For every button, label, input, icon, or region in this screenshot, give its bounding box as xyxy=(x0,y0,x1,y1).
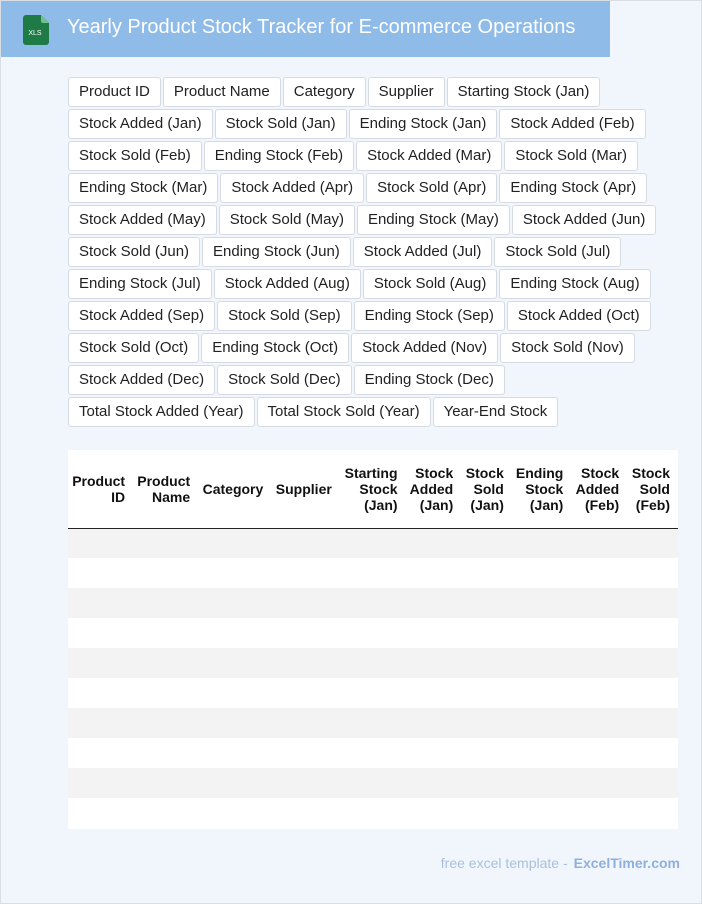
table-cell[interactable] xyxy=(198,528,271,558)
header-line: Stock xyxy=(581,464,620,481)
table-row xyxy=(68,678,678,708)
table-cell[interactable] xyxy=(627,738,678,768)
table-cell[interactable] xyxy=(627,558,678,588)
column-chip[interactable]: Stock Sold (Oct) xyxy=(68,333,199,363)
header-line: Added xyxy=(575,480,620,497)
table-cell[interactable] xyxy=(406,648,462,678)
header-line: Supplier xyxy=(275,480,332,497)
column-chip[interactable]: Starting Stock (Jan) xyxy=(447,77,601,107)
table-cell[interactable] xyxy=(512,768,571,798)
header-line: Name xyxy=(152,488,191,505)
column-chip[interactable]: Category xyxy=(283,77,366,107)
table-cell[interactable] xyxy=(133,618,198,648)
column-chip[interactable]: Stock Sold (Feb) xyxy=(68,141,202,171)
table-cell[interactable] xyxy=(461,528,512,558)
table-cell[interactable] xyxy=(133,558,198,588)
table-cell[interactable] xyxy=(198,618,271,648)
table-row xyxy=(68,738,678,768)
table-cell[interactable] xyxy=(406,768,462,798)
table-header-cell[interactable] xyxy=(340,450,406,528)
table-cell[interactable] xyxy=(512,618,571,648)
table-cell[interactable] xyxy=(461,768,512,798)
table-cell[interactable] xyxy=(461,618,512,648)
table-header-cell[interactable] xyxy=(68,450,133,528)
table-cell[interactable] xyxy=(627,708,678,738)
table-cell[interactable] xyxy=(340,678,406,708)
column-chip[interactable]: Ending Stock (Mar) xyxy=(68,173,218,203)
table-cell[interactable] xyxy=(461,738,512,768)
column-chip[interactable]: Stock Added (Jun) xyxy=(512,205,657,235)
table-cell[interactable] xyxy=(340,708,406,738)
header-line: Stock xyxy=(359,480,398,497)
table-header-cell[interactable] xyxy=(571,450,627,528)
column-chip[interactable]: Stock Sold (Jul) xyxy=(494,237,621,267)
column-chip[interactable]: Ending Stock (Oct) xyxy=(201,333,349,363)
table-cell[interactable] xyxy=(198,738,271,768)
column-chip[interactable]: Ending Stock (Sep) xyxy=(354,301,505,331)
table-cell[interactable] xyxy=(271,588,340,618)
header-line: Product xyxy=(72,472,126,489)
table-cell[interactable] xyxy=(340,648,406,678)
column-chip[interactable]: Stock Sold (May) xyxy=(219,205,355,235)
column-chip[interactable]: Ending Stock (Jun) xyxy=(202,237,351,267)
table-cell[interactable] xyxy=(271,798,340,828)
table-header-row xyxy=(68,450,678,528)
header-line: (Jan) xyxy=(529,496,564,513)
header-line: Product xyxy=(137,472,191,489)
table-cell[interactable] xyxy=(571,618,627,648)
table-cell[interactable] xyxy=(406,708,462,738)
table-row xyxy=(68,708,678,738)
table-cell[interactable] xyxy=(512,798,571,828)
table-cell[interactable] xyxy=(627,588,678,618)
table-cell[interactable] xyxy=(340,558,406,588)
table-cell[interactable] xyxy=(271,618,340,648)
column-chip[interactable]: Stock Added (Dec) xyxy=(68,365,215,395)
column-chip[interactable]: Year-End Stock xyxy=(433,397,559,427)
header-line: (Jan) xyxy=(470,496,504,513)
table-cell[interactable] xyxy=(406,798,462,828)
table-cell[interactable] xyxy=(571,648,627,678)
table-cell[interactable] xyxy=(271,768,340,798)
table-cell[interactable] xyxy=(406,618,462,648)
column-chip[interactable]: Supplier xyxy=(368,77,445,107)
column-chip[interactable]: Stock Added (Feb) xyxy=(499,109,645,139)
footer xyxy=(441,855,680,871)
table-cell[interactable] xyxy=(198,708,271,738)
table-cell[interactable] xyxy=(571,588,627,618)
table-cell[interactable] xyxy=(68,768,133,798)
table-cell[interactable] xyxy=(512,558,571,588)
column-chip[interactable]: Ending Stock (Jan) xyxy=(349,109,498,139)
table-cell[interactable] xyxy=(406,558,462,588)
table-header-cell[interactable] xyxy=(406,450,462,528)
table-cell[interactable] xyxy=(627,648,678,678)
table-cell[interactable] xyxy=(198,648,271,678)
header-line: Stock xyxy=(631,464,670,481)
table-cell[interactable] xyxy=(461,798,512,828)
table-header-cell[interactable] xyxy=(271,450,340,528)
column-chip[interactable]: Stock Sold (Aug) xyxy=(363,269,498,299)
column-chip[interactable]: Total Stock Sold (Year) xyxy=(257,397,431,427)
column-chip[interactable]: Ending Stock (Feb) xyxy=(204,141,354,171)
column-chip[interactable]: Ending Stock (Dec) xyxy=(354,365,505,395)
table-cell[interactable] xyxy=(133,768,198,798)
table-cell[interactable] xyxy=(340,528,406,558)
column-chip[interactable]: Stock Added (Jan) xyxy=(68,109,213,139)
table-cell[interactable] xyxy=(68,708,133,738)
table-cell[interactable] xyxy=(198,588,271,618)
table-cell[interactable] xyxy=(133,798,198,828)
table-row xyxy=(68,618,678,648)
table-cell[interactable] xyxy=(68,648,133,678)
column-chip[interactable]: Stock Added (Aug) xyxy=(214,269,361,299)
table-cell[interactable] xyxy=(461,678,512,708)
data-table xyxy=(68,450,678,829)
table-cell[interactable] xyxy=(512,708,571,738)
table-cell[interactable] xyxy=(406,678,462,708)
column-chip[interactable]: Stock Added (Mar) xyxy=(356,141,502,171)
table-cell[interactable] xyxy=(627,528,678,558)
column-chip[interactable]: Stock Added (Sep) xyxy=(68,301,215,331)
table-header-cell[interactable] xyxy=(627,450,678,528)
table-cell[interactable] xyxy=(340,618,406,648)
header-line: Added xyxy=(409,480,454,497)
table-cell[interactable] xyxy=(512,678,571,708)
table-cell[interactable] xyxy=(133,708,198,738)
table-header-cell[interactable] xyxy=(512,450,571,528)
column-chip[interactable]: Stock Sold (Mar) xyxy=(504,141,638,171)
table-cell[interactable] xyxy=(512,738,571,768)
header-line: (Jan) xyxy=(364,496,398,513)
table-cell[interactable] xyxy=(340,798,406,828)
table-cell[interactable] xyxy=(461,588,512,618)
column-chip[interactable]: Ending Stock (Jul) xyxy=(68,269,212,299)
table-cell[interactable] xyxy=(68,528,133,558)
footer-prefix: free excel template - xyxy=(440,855,568,871)
table-cell[interactable] xyxy=(340,588,406,618)
table-cell[interactable] xyxy=(512,648,571,678)
table-cell[interactable] xyxy=(512,528,571,558)
table-cell[interactable] xyxy=(406,528,462,558)
table-cell[interactable] xyxy=(68,798,133,828)
table-cell[interactable] xyxy=(406,588,462,618)
column-chip[interactable]: Stock Sold (Jan) xyxy=(215,109,347,139)
header-line: Stock xyxy=(525,480,564,497)
title-bar xyxy=(1,1,610,57)
table-row xyxy=(68,588,678,618)
table-row xyxy=(68,648,678,678)
column-chip[interactable]: Ending Stock (Apr) xyxy=(499,173,647,203)
column-chip[interactable]: Stock Sold (Sep) xyxy=(217,301,352,331)
column-chip[interactable]: Stock Added (Nov) xyxy=(351,333,498,363)
table-cell[interactable] xyxy=(133,588,198,618)
column-chip[interactable]: Stock Sold (Nov) xyxy=(500,333,635,363)
table-cell[interactable] xyxy=(68,678,133,708)
header-line: Ending xyxy=(515,464,564,481)
table-header-cell[interactable] xyxy=(198,450,271,528)
header-line: ID xyxy=(111,488,126,505)
column-chip[interactable]: Stock Sold (Dec) xyxy=(217,365,352,395)
page-title: Yearly Product Stock Tracker for E-commerce Operations xyxy=(67,16,576,38)
table-cell[interactable] xyxy=(133,528,198,558)
column-chip-list xyxy=(68,77,668,427)
table-cell[interactable] xyxy=(198,558,271,588)
column-chip[interactable]: Stock Added (May) xyxy=(68,205,217,235)
xls-file-icon xyxy=(23,15,49,45)
table-cell[interactable] xyxy=(68,618,133,648)
table-cell[interactable] xyxy=(406,738,462,768)
table-cell[interactable] xyxy=(461,708,512,738)
table-cell[interactable] xyxy=(271,648,340,678)
column-chip[interactable]: Stock Added (Jul) xyxy=(353,237,493,267)
table-header-cell[interactable] xyxy=(133,450,198,528)
column-chip[interactable]: Total Stock Added (Year) xyxy=(68,397,255,427)
table-cell[interactable] xyxy=(198,678,271,708)
table-cell[interactable] xyxy=(133,678,198,708)
table-row xyxy=(68,558,678,588)
footer-brand-link[interactable]: ExcelTimer.com xyxy=(573,855,680,871)
table-cell[interactable] xyxy=(271,738,340,768)
header-line: Stock xyxy=(465,464,504,481)
column-chip[interactable]: Product Name xyxy=(163,77,281,107)
header-line: (Feb) xyxy=(584,496,620,513)
table-cell[interactable] xyxy=(627,768,678,798)
header-line: Sold xyxy=(473,480,504,497)
column-chip[interactable]: Ending Stock (Aug) xyxy=(499,269,650,299)
table-cell[interactable] xyxy=(340,738,406,768)
column-chip[interactable]: Stock Sold (Jun) xyxy=(68,237,200,267)
table-cell[interactable] xyxy=(68,738,133,768)
table-cell[interactable] xyxy=(133,738,198,768)
table-row xyxy=(68,528,678,558)
table-cell[interactable] xyxy=(133,648,198,678)
table-cell[interactable] xyxy=(271,558,340,588)
table-cell[interactable] xyxy=(271,678,340,708)
table-cell[interactable] xyxy=(340,768,406,798)
table-cell[interactable] xyxy=(461,558,512,588)
table-cell[interactable] xyxy=(627,618,678,648)
table-cell[interactable] xyxy=(198,798,271,828)
table-cell[interactable] xyxy=(571,738,627,768)
table-cell[interactable] xyxy=(571,798,627,828)
table-row xyxy=(68,768,678,798)
column-chip[interactable]: Stock Added (Apr) xyxy=(220,173,364,203)
header-line: (Jan) xyxy=(419,496,454,513)
table-cell[interactable] xyxy=(198,768,271,798)
table-cell[interactable] xyxy=(627,678,678,708)
column-chip[interactable]: Stock Sold (Apr) xyxy=(366,173,497,203)
table-cell[interactable] xyxy=(271,528,340,558)
table-cell[interactable] xyxy=(627,798,678,828)
column-chip[interactable]: Ending Stock (May) xyxy=(357,205,510,235)
table-cell[interactable] xyxy=(68,588,133,618)
table-cell[interactable] xyxy=(571,528,627,558)
table-row xyxy=(68,798,678,828)
table-cell[interactable] xyxy=(571,768,627,798)
table-cell[interactable] xyxy=(512,588,571,618)
header-line: Sold xyxy=(639,480,670,497)
table-cell[interactable] xyxy=(271,708,340,738)
table-cell[interactable] xyxy=(68,558,133,588)
header-line: Starting xyxy=(344,464,398,481)
table-cell[interactable] xyxy=(571,678,627,708)
column-chip[interactable]: Product ID xyxy=(68,77,161,107)
table-cell[interactable] xyxy=(571,708,627,738)
header-line: (Feb) xyxy=(635,496,670,513)
header-line: Stock xyxy=(415,464,454,481)
xls-icon-label: XLS xyxy=(28,30,42,37)
table-cell[interactable] xyxy=(461,648,512,678)
table-cell[interactable] xyxy=(571,558,627,588)
header-line: Category xyxy=(202,480,264,497)
column-chip[interactable]: Stock Added (Oct) xyxy=(507,301,651,331)
table-header-cell[interactable] xyxy=(461,450,512,528)
